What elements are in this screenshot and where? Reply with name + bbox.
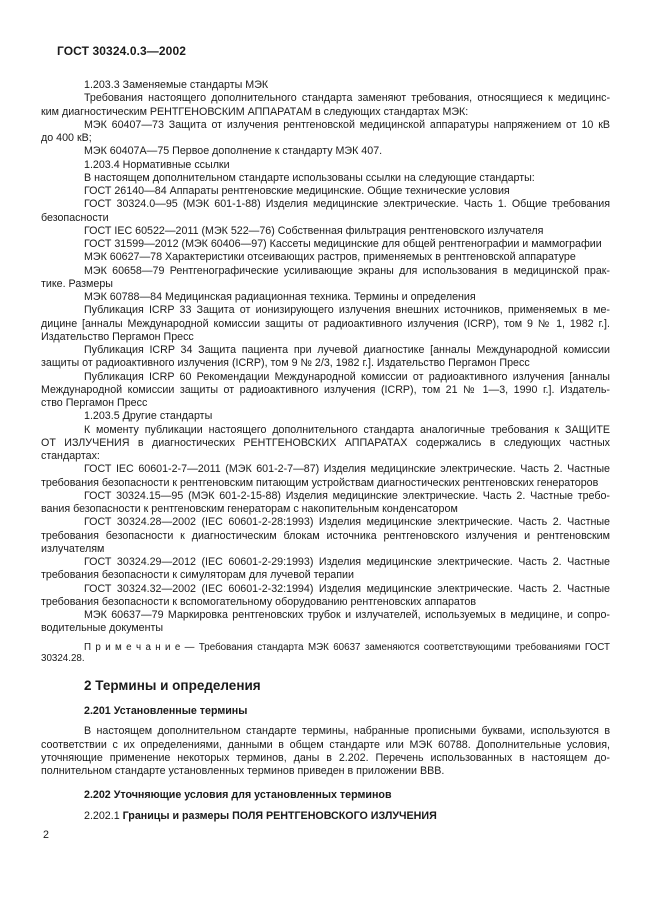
text-line: требования безопасности к симуляторам для лучевой терапии <box>41 569 354 582</box>
text-line: 1.203.3 Заменяемые стандарты МЭК <box>84 79 269 91</box>
section-heading: 2 Термины и определения <box>84 678 261 694</box>
text-line: требования безопасности к рентгеновским питающим устройствам диагностических рентгеновских генераторов <box>41 476 599 489</box>
page-number: 2 <box>43 829 49 841</box>
text-line: Публикация ICRP 60 Рекомендации Международной комиссии от радиоактивного излучения [анналы <box>84 370 610 383</box>
text-line: ОТ ИЗЛУЧЕНИЯ в диагностических РЕНТГЕНОВСКИХ АППАРАТАХ содержались в следующих частных <box>41 436 610 449</box>
text-line: В настоящем дополнительном стандарте использованы ссылки на следующие стандарты: <box>84 171 535 184</box>
text-line: ГОСТ 26140—84 Аппараты рентгеновские медицинские. Общие технические условия <box>84 185 510 197</box>
footnote-note <box>41 642 610 665</box>
text-line: Публикация ICRP 34 Защита пациента при лучевой диагностике [анналы Международной комиссии <box>84 344 610 356</box>
paragraph <box>41 371 610 411</box>
document-body <box>41 79 610 823</box>
paragraph <box>41 79 610 92</box>
paragraph <box>41 172 610 185</box>
text-line: ГОСТ 31599—2012 (МЭК 60406—97) Кассеты медицинские для общей рентгенографии и маммографии <box>84 238 602 250</box>
text-line: требования безопасности к диагностическим блокам источника рентгеновского излучения и рентгеновским <box>41 529 610 542</box>
text-line: МЭК 60658—79 Рентгенографические усиливающие экраны для использования в медицинской прак- <box>84 264 610 277</box>
text-line: ство Пергамон Пресс <box>41 397 148 409</box>
text-line: МЭК 60407—73 Защита от излучения рентгеновской медицинской аппаратуры напряжением от 10 кВ <box>84 118 610 131</box>
text-line: ГОСТ 30324.0—95 (МЭК 601-1-88) Изделия медицинские электрические. Часть 1. Общие требования <box>84 198 610 211</box>
text-line: В настоящем дополнительном стандарте термины, набранные прописными буквами, используются в <box>84 725 610 738</box>
text-line: ГОСТ 30324.28—2002 (IEC 60601-2-28:1993) Изделия медицинские электрические. Часть 2. Частные <box>84 516 610 529</box>
paragraph <box>41 516 610 556</box>
text-line: безопасности <box>41 211 109 224</box>
subsection-heading: 2.202 Уточняющие условия для установленных терминов <box>84 789 392 802</box>
text-line: до 400 кВ; <box>41 132 92 144</box>
paragraph <box>41 265 610 292</box>
text-line: МЭК 60627—78 Характеристики отсеивающих растров, применяемых в рентгеновской аппаратуре <box>84 251 576 264</box>
paragraph <box>41 410 610 423</box>
paragraph <box>41 238 610 251</box>
paragraph <box>41 490 610 517</box>
paragraph <box>41 304 610 344</box>
subsection-heading <box>41 810 610 823</box>
text-line: полнительном стандарте установленных терминов приведен в приложении ВВВ. <box>41 765 445 778</box>
paragraph <box>41 556 610 583</box>
text-line: Издательство Пергамон Пресс <box>41 330 194 343</box>
text-line: Международной комиссии защиты от радиоактивного излучения (ICRP), том 21 № 1—3, 1990 г.]. Издатель- <box>41 383 610 396</box>
paragraph <box>41 251 610 264</box>
text-line: стандартах: <box>41 450 100 462</box>
text-line: П р и м е ч а н и е — Требования стандарта МЭК 60637 заменяются соответствующими требованиями ГОСТ <box>84 641 610 653</box>
text-line: водительные документы <box>41 622 164 635</box>
text-line: Публикация ICRP 33 Защита от ионизирующего излучения внешних источников, применяемых в ме- <box>84 304 610 317</box>
text-line: ГОСТ 30324.29—2012 (IEC 60601-2-29:1993) Изделия медицинские электрические. Часть 2. Частные <box>84 556 610 568</box>
text-line: МЭК 60637—79 Маркировка рентгеновских трубок и излучателей, используемых в медицине, и сопро- <box>84 609 610 621</box>
text-line: 1.203.5 Другие стандарты <box>84 410 213 423</box>
subsection-heading: 2.201 Установленные термины <box>84 705 248 718</box>
standard-code-header: ГОСТ 30324.0.3—2002 <box>57 44 186 58</box>
text-line: дицине [анналы Международной комиссии защиты от радиоактивного излучения (ICRP), том 9 № 1, 1982 г.]. <box>41 317 610 330</box>
paragraph <box>41 344 610 371</box>
clause-number: 2.202.1 <box>84 809 123 822</box>
paragraph <box>41 185 610 198</box>
text-line: К моменту публикации настоящего дополнительного стандарта аналогичные требования к ЗАЩИТЕ <box>84 423 610 436</box>
paragraph <box>41 291 610 304</box>
text-line: МЭК 60788—84 Медицинская радиационная техника. Термины и определения <box>84 291 476 303</box>
text-line: Требования настоящего дополнительного стандарта заменяют требования, относящиеся к медицинс- <box>84 92 610 105</box>
paragraph <box>41 725 610 778</box>
text-line: ГОСТ 30324.32—2002 (IEC 60601-2-32:1994) Изделия медицинские электрические. Часть 2. Частные <box>84 582 610 595</box>
text-line: уточняющие применение некоторых терминов, даны в 2.202. Перечень использованных в настоящем до- <box>41 751 610 764</box>
paragraph <box>41 225 610 238</box>
text-line: 30324.28. <box>41 652 85 664</box>
text-line: 1.203.4 Нормативные ссылки <box>84 158 230 171</box>
text-line: требования безопасности к вспомогательному оборудованию рентгеновских аппаратов <box>41 595 476 608</box>
text-line: излучателям <box>41 542 105 555</box>
text-line: МЭК 60407А—75 Первое дополнение к стандарту МЭК 407. <box>84 145 383 158</box>
paragraph <box>41 609 610 636</box>
paragraph <box>41 424 610 464</box>
clause-title: Границы и размеры ПОЛЯ РЕНТГЕНОВСКОГО ИЗЛУЧЕНИЯ <box>122 809 437 822</box>
text-line: ким диагностическим РЕНТГЕНОВСКИМ АППАРАТАМ в следующих стандартах МЭК: <box>41 105 469 118</box>
text-line: тике. Размеры <box>41 277 113 290</box>
text-line: соответствии с их определениями, данными в общем стандарте или МЭК 60788. Дополнительные условия, <box>41 738 610 751</box>
text-line: защиты от радиоактивного излучения (ICRP), том 9 № 2/3, 1982 г.]. Издательство Пергамон Пресс <box>41 357 530 370</box>
paragraph <box>41 583 610 610</box>
paragraph <box>41 119 610 146</box>
paragraph <box>41 463 610 490</box>
paragraph <box>41 92 610 119</box>
text-line: ГОСТ 30324.15—95 (МЭК 601-2-15-88) Изделия медицинские электрические. Часть 2. Частные требо- <box>84 489 610 502</box>
text-line: вания безопасности к рентгеновским генераторам с накопительным конденсатором <box>41 503 458 515</box>
paragraph <box>41 159 610 172</box>
text-line: ГОСТ IEC 60601-2-7—2011 (МЭК 601-2-7—87) Изделия медицинские электрические. Часть 2. Частные <box>84 463 610 476</box>
text-line: ГОСТ IEC 60522—2011 (МЭК 522—76) Собственная фильтрация рентгеновского излучателя <box>84 224 544 237</box>
paragraph <box>41 145 610 158</box>
paragraph <box>41 198 610 225</box>
